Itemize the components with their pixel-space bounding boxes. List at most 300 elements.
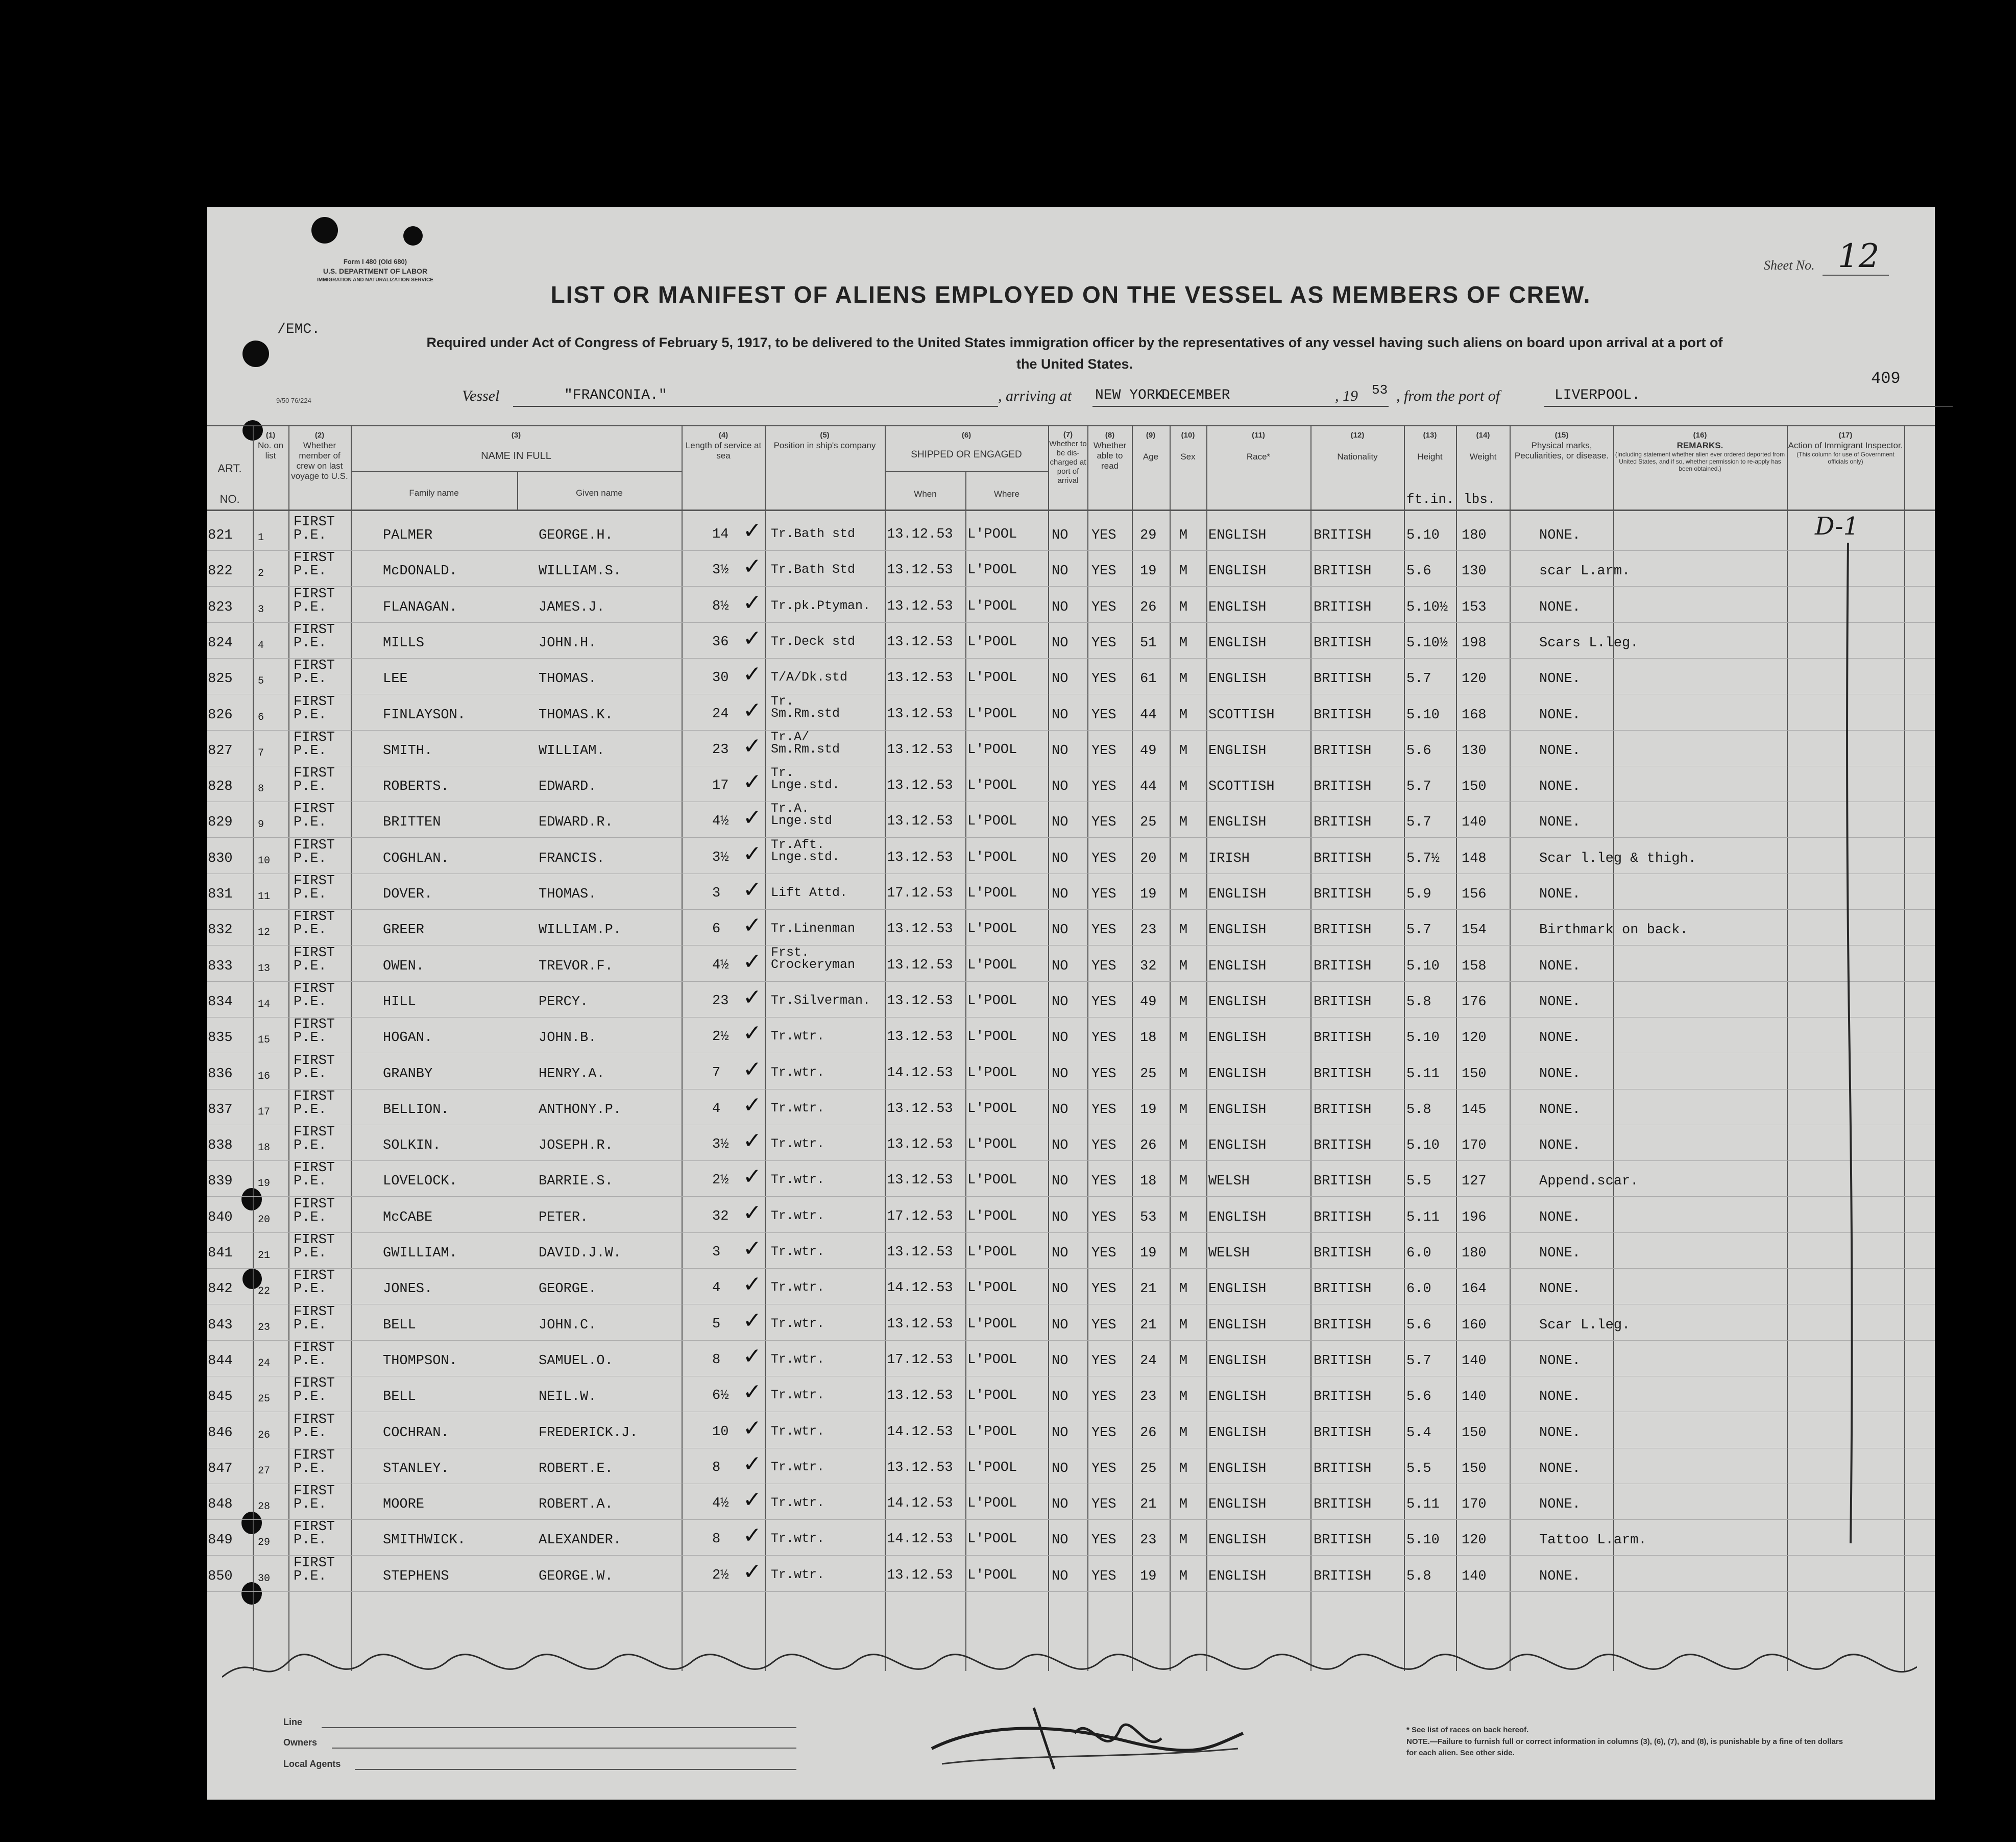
check-mark-icon: ✓: [743, 1450, 762, 1477]
cell-height: 5.10: [1406, 528, 1440, 543]
cell-disch: NO: [1052, 1281, 1068, 1297]
cell-nat: BRITISH: [1314, 1209, 1372, 1225]
cell-dept: P.E.: [294, 923, 327, 938]
cell-no: 4: [258, 639, 264, 651]
cell-age: 44: [1140, 707, 1157, 723]
cell-given: ROBERT.A.: [539, 1497, 613, 1513]
cell-family: BELLION.: [383, 1102, 449, 1118]
cell-art: 828: [208, 779, 233, 795]
cell-where: L'POOL: [967, 527, 1017, 542]
cell-given: PERCY.: [539, 994, 589, 1010]
cell-position-line1: Tr.: [771, 765, 794, 781]
cell-given: NEIL.W.: [539, 1389, 597, 1405]
cell-when: 17.12.53: [887, 1208, 953, 1224]
cell-family: BELL: [383, 1317, 416, 1333]
cell-given: SAMUEL.O.: [539, 1353, 613, 1369]
cell-disch: NO: [1052, 994, 1068, 1010]
cell-when: 13.12.53: [887, 1029, 953, 1045]
cell-where: L'POOL: [967, 993, 1017, 1009]
cell-nat: BRITISH: [1314, 564, 1372, 579]
cell-no: 7: [258, 747, 264, 759]
cell-no: 8: [258, 783, 264, 795]
table-row: [207, 1017, 1935, 1053]
cell-family: GRANBY: [383, 1066, 433, 1082]
cell-family: COCHRAN.: [383, 1425, 449, 1441]
form-number: Form I 480 (Old 680): [343, 258, 407, 265]
check-mark-icon: ✓: [743, 661, 762, 688]
cell-prev: FIRST: [294, 874, 335, 889]
cell-art: 837: [208, 1102, 233, 1118]
cell-when: 13.12.53: [887, 1137, 953, 1153]
cell-sex: M: [1179, 1102, 1188, 1118]
cell-no: 11: [258, 891, 271, 903]
cell-age: 20: [1140, 851, 1157, 866]
cell-when: 13.12.53: [887, 814, 953, 830]
cell-read: YES: [1091, 1425, 1116, 1441]
cell-race: ENGLISH: [1208, 1209, 1267, 1225]
cell-disch: NO: [1052, 1066, 1068, 1082]
cell-read: YES: [1091, 564, 1116, 579]
cell-sex: M: [1179, 1066, 1188, 1082]
cell-prev: FIRST: [294, 1017, 335, 1033]
cell-disch: NO: [1052, 779, 1068, 795]
header-col14: (14) Weight: [1469, 431, 1497, 462]
cell-disch: NO: [1052, 1174, 1068, 1190]
cell-position-line2: Tr.wtr.: [771, 1064, 825, 1080]
cell-where: L'POOL: [967, 634, 1017, 650]
cell-read: YES: [1091, 743, 1116, 759]
cell-prev: FIRST: [294, 1447, 335, 1463]
cell-when: 14.12.53: [887, 1496, 953, 1512]
cell-position-line2: Tr.wtr.: [771, 1136, 825, 1152]
cell-nat: BRITISH: [1314, 599, 1372, 615]
cell-where: L'POOL: [967, 1424, 1017, 1440]
table-row: [207, 1340, 1935, 1376]
check-mark-icon: ✓: [743, 1020, 762, 1047]
cell-where: L'POOL: [967, 742, 1017, 758]
cell-nat: BRITISH: [1314, 1317, 1372, 1333]
cell-weight: 180: [1462, 1246, 1487, 1261]
cell-prev: FIRST: [294, 658, 335, 674]
cell-nat: BRITISH: [1314, 1389, 1372, 1405]
cell-given: TREVOR.F.: [539, 958, 613, 974]
cell-height: 5.11: [1406, 1209, 1440, 1225]
cell-read: YES: [1091, 1246, 1116, 1261]
cell-weight: 170: [1462, 1138, 1487, 1154]
cell-age: 32: [1140, 958, 1157, 974]
cell-position-line1: Frst.: [771, 944, 810, 960]
cell-height: 5.8: [1406, 994, 1431, 1010]
check-mark-icon: ✓: [743, 1379, 762, 1405]
table-row: [207, 1556, 1935, 1592]
cell-dept: P.E.: [294, 1066, 327, 1082]
cell-art: 825: [208, 671, 233, 687]
cell-disch: NO: [1052, 1138, 1068, 1154]
header-col5: (5) Position in ship's company: [773, 431, 876, 450]
agents-label: Local Agents: [283, 1759, 341, 1769]
check-mark-icon: ✓: [743, 518, 762, 544]
cell-no: 20: [258, 1214, 271, 1226]
table-row: [207, 1304, 1935, 1341]
cell-dept: P.E.: [294, 1209, 327, 1225]
cell-age: 21: [1140, 1281, 1157, 1297]
cell-disch: NO: [1052, 1353, 1068, 1369]
cell-dept: P.E.: [294, 635, 327, 651]
cell-service: 3: [712, 886, 721, 901]
cell-dept: P.E.: [294, 1246, 327, 1261]
cell-race: SCOTTISH: [1208, 707, 1275, 723]
cell-nat: BRITISH: [1314, 1281, 1372, 1297]
cell-nat: BRITISH: [1314, 1066, 1372, 1082]
cell-dept: P.E.: [294, 671, 327, 687]
table-row: [207, 1160, 1935, 1197]
cell-when: 13.12.53: [887, 563, 953, 578]
check-mark-icon: ✓: [743, 1522, 762, 1549]
cell-read: YES: [1091, 707, 1116, 723]
cell-art: 836: [208, 1066, 233, 1082]
header-col17: (17) Action of Immigrant Inspector. (This column for use of Government officials only): [1788, 431, 1903, 465]
cell-dept: P.E.: [294, 1568, 327, 1584]
owners-label: Owners: [283, 1737, 318, 1748]
cell-position-line2: Tr.Deck std: [771, 634, 856, 649]
cell-art: 832: [208, 923, 233, 938]
cell-weight: 130: [1462, 564, 1487, 579]
weight-unit: lbs.: [1464, 492, 1496, 507]
race-note: * See list of races on back hereof.: [1406, 1726, 1529, 1734]
cell-disch: NO: [1052, 1030, 1068, 1046]
cell-weight: 120: [1462, 1533, 1487, 1548]
cell-art: 845: [208, 1389, 233, 1405]
check-mark-icon: ✓: [743, 805, 762, 831]
table-row: [207, 694, 1935, 731]
cell-weight: 176: [1462, 994, 1487, 1010]
header-col3: (3) NAME IN FULL: [481, 431, 551, 462]
cell-age: 25: [1140, 1066, 1157, 1082]
cell-height: 5.7: [1406, 923, 1431, 938]
table-row: [207, 587, 1935, 623]
cell-sex: M: [1179, 1209, 1188, 1225]
check-mark-icon: ✓: [743, 1128, 762, 1154]
cell-service: 32: [712, 1208, 729, 1224]
cell-prev: FIRST: [294, 730, 335, 745]
cell-marks: NONE.: [1539, 1281, 1581, 1297]
cell-height: 5.5: [1406, 1174, 1431, 1190]
check-mark-icon: ✓: [743, 840, 762, 867]
cell-disch: NO: [1052, 635, 1068, 651]
cell-family: THOMPSON.: [383, 1353, 457, 1369]
cell-sex: M: [1179, 599, 1188, 615]
cell-family: ROBERTS.: [383, 779, 449, 795]
cell-age: 21: [1140, 1317, 1157, 1333]
cell-prev: FIRST: [294, 1160, 335, 1176]
cell-prev: FIRST: [294, 1304, 335, 1320]
cell-given: THOMAS.: [539, 887, 597, 902]
penalty-note: NOTE.—Failure to furnish full or correct information in columns (3), (6), (7), and (8), is punishable by a fine of ten dollars for each alien. See other side.: [1406, 1737, 1843, 1757]
cell-read: YES: [1091, 671, 1116, 687]
header-col16: (16) REMARKS. (Including statement whether alien ever ordered deported from United States, and if so, whether permission to re-apply has been obtained.): [1615, 431, 1785, 472]
cell-position-line1: Tr.A.: [771, 801, 810, 816]
cell-art: 823: [208, 599, 233, 615]
cell-when: 13.12.53: [887, 706, 953, 722]
cell-weight: 160: [1462, 1317, 1487, 1333]
cell-where: L'POOL: [967, 850, 1017, 865]
cell-prev: FIRST: [294, 1340, 335, 1355]
cell-nat: BRITISH: [1314, 1353, 1372, 1369]
cell-race: WELSH: [1208, 1174, 1250, 1190]
cell-height: 5.8: [1406, 1568, 1431, 1584]
cell-service: 3½: [712, 1137, 729, 1153]
cell-race: ENGLISH: [1208, 1461, 1267, 1476]
cell-disch: NO: [1052, 528, 1068, 543]
cell-sex: M: [1179, 1497, 1188, 1513]
cell-age: 26: [1140, 1425, 1157, 1441]
cell-marks: NONE.: [1539, 528, 1581, 543]
cell-height: 5.10½: [1406, 635, 1448, 651]
cell-weight: 120: [1462, 1030, 1487, 1046]
cell-family: SMITH.: [383, 743, 433, 759]
cell-family: MOORE: [383, 1497, 425, 1513]
cell-no: 15: [258, 1034, 271, 1047]
cell-when: 13.12.53: [887, 1388, 953, 1404]
cell-height: 5.9: [1406, 887, 1431, 902]
cell-family: MILLS: [383, 635, 425, 651]
cell-given: EDWARD.: [539, 779, 597, 795]
cell-given: ROBERT.E.: [539, 1461, 613, 1476]
cell-height: 5.7: [1406, 1353, 1431, 1369]
table-top-border: [207, 425, 1935, 426]
cell-nat: BRITISH: [1314, 671, 1372, 687]
cell-prev: FIRST: [294, 694, 335, 710]
cell-when: 17.12.53: [887, 1352, 953, 1368]
cell-no: 10: [258, 855, 271, 867]
cell-when: 13.12.53: [887, 598, 953, 614]
cell-height: 5.6: [1406, 564, 1431, 579]
cell-where: L'POOL: [967, 1352, 1017, 1368]
table-row: [207, 550, 1935, 587]
cell-where: L'POOL: [967, 1029, 1017, 1045]
cell-nat: BRITISH: [1314, 994, 1372, 1010]
cell-sex: M: [1179, 1425, 1188, 1441]
cell-race: ENGLISH: [1208, 1353, 1267, 1369]
cell-sex: M: [1179, 779, 1188, 795]
cell-art: 834: [208, 994, 233, 1010]
cell-service: 4½: [712, 957, 729, 973]
cell-read: YES: [1091, 1102, 1116, 1118]
cell-family: FINLAYSON.: [383, 707, 466, 723]
cell-family: HOGAN.: [383, 1030, 433, 1046]
cell-marks: Birthmark on back.: [1539, 923, 1688, 938]
cell-dept: P.E.: [294, 958, 327, 974]
cell-where: L'POOL: [967, 670, 1017, 686]
cell-weight: 150: [1462, 1461, 1487, 1476]
cell-sex: M: [1179, 1246, 1188, 1261]
cell-age: 29: [1140, 528, 1157, 543]
cell-where: L'POOL: [967, 1460, 1017, 1475]
cell-weight: 140: [1462, 1353, 1487, 1369]
table-row: [207, 981, 1935, 1017]
cell-position-line2: Tr.wtr.: [771, 1423, 825, 1439]
table-row: [207, 1232, 1935, 1269]
cell-art: 847: [208, 1461, 233, 1476]
cell-given: JAMES.J.: [539, 599, 605, 615]
check-mark-icon: ✓: [743, 1092, 762, 1118]
cell-nat: BRITISH: [1314, 707, 1372, 723]
cell-family: McCABE: [383, 1209, 433, 1225]
cell-art: 821: [208, 528, 233, 543]
cell-prev: FIRST: [294, 837, 335, 853]
cell-age: 25: [1140, 1461, 1157, 1476]
cell-position-line2: Tr.wtr.: [771, 1100, 825, 1116]
cell-height: 5.10: [1406, 1030, 1440, 1046]
cell-no: 25: [258, 1393, 271, 1405]
cell-disch: NO: [1052, 958, 1068, 974]
cell-where: L'POOL: [967, 598, 1017, 614]
cell-marks: Append.scar.: [1539, 1174, 1639, 1190]
inspector-line: [1825, 543, 1871, 1548]
cell-sex: M: [1179, 923, 1188, 938]
cell-nat: BRITISH: [1314, 887, 1372, 902]
check-mark-icon: ✓: [743, 948, 762, 975]
cell-marks: NONE.: [1539, 1209, 1581, 1225]
cell-position-line2: Lift Attd.: [771, 885, 848, 900]
cell-given: GEORGE.H.: [539, 528, 613, 543]
cell-position-line2: Tr.wtr.: [771, 1459, 825, 1474]
cell-marks: NONE.: [1539, 1030, 1581, 1046]
cell-age: 25: [1140, 815, 1157, 831]
cell-position-line2: Lnge.std: [771, 813, 833, 829]
cell-marks: NONE.: [1539, 1389, 1581, 1405]
cell-read: YES: [1091, 1209, 1116, 1225]
cell-when: 13.12.53: [887, 778, 953, 794]
table-row: [207, 766, 1935, 802]
cell-marks: Scar l.leg & thigh.: [1539, 851, 1696, 866]
cell-position-line2: Sm.Rm.std: [771, 706, 840, 721]
cell-marks: NONE.: [1539, 1461, 1581, 1476]
check-mark-icon: ✓: [743, 1164, 762, 1190]
cell-weight: 130: [1462, 743, 1487, 759]
cell-no: 30: [258, 1572, 271, 1585]
cell-family: STANLEY.: [383, 1461, 449, 1476]
cell-art: 835: [208, 1030, 233, 1046]
cell-disch: NO: [1052, 743, 1068, 759]
cell-position-line1: Tr.A/: [771, 729, 810, 744]
cell-position-line2: Lnge.std.: [771, 778, 840, 793]
cell-no: 28: [258, 1501, 271, 1513]
table-row: [207, 1125, 1935, 1161]
year-prefix: , 19: [1335, 387, 1358, 404]
cell-art: 826: [208, 707, 233, 723]
header-col9: (9) Age: [1143, 431, 1159, 462]
cell-art: 849: [208, 1533, 233, 1548]
cell-marks: NONE.: [1539, 815, 1581, 831]
cell-dept: P.E.: [294, 851, 327, 866]
cell-race: ENGLISH: [1208, 743, 1267, 759]
inspector-annotation: D-1: [1815, 512, 1859, 541]
cell-age: 61: [1140, 671, 1157, 687]
cell-height: 5.10: [1406, 1138, 1440, 1154]
cell-race: SCOTTISH: [1208, 779, 1275, 795]
cell-weight: 196: [1462, 1209, 1487, 1225]
cell-disch: NO: [1052, 707, 1068, 723]
cell-service: 4: [712, 1101, 721, 1117]
cell-position-line2: Sm.Rm.std: [771, 741, 840, 757]
table-header-border: [207, 510, 1935, 511]
cell-where: L'POOL: [967, 1245, 1017, 1260]
cell-marks: NONE.: [1539, 707, 1581, 723]
table-row: [207, 1448, 1935, 1484]
cell-when: 13.12.53: [887, 1460, 953, 1475]
header-family-name: Family name: [409, 488, 459, 498]
cell-age: 26: [1140, 1138, 1157, 1154]
cell-family: BELL: [383, 1389, 416, 1405]
cell-race: ENGLISH: [1208, 1425, 1267, 1441]
cell-sex: M: [1179, 815, 1188, 831]
cell-no: 23: [258, 1321, 271, 1334]
cell-weight: 127: [1462, 1174, 1487, 1190]
cell-sex: M: [1179, 1389, 1188, 1405]
manifest-sheet: [207, 207, 1935, 1800]
cell-age: 53: [1140, 1209, 1157, 1225]
cell-marks: NONE.: [1539, 1246, 1581, 1261]
cell-weight: 198: [1462, 635, 1487, 651]
cell-nat: BRITISH: [1314, 1425, 1372, 1441]
cell-disch: NO: [1052, 1102, 1068, 1118]
cell-dept: P.E.: [294, 528, 327, 543]
table-row: [207, 802, 1935, 838]
cell-no: 17: [258, 1106, 271, 1118]
cell-weight: 140: [1462, 1568, 1487, 1584]
cell-read: YES: [1091, 1497, 1116, 1513]
cell-age: 24: [1140, 1353, 1157, 1369]
cell-position-line2: Tr.wtr.: [771, 1244, 825, 1259]
cell-age: 19: [1140, 1568, 1157, 1584]
cell-read: YES: [1091, 1317, 1116, 1333]
cell-when: 14.12.53: [887, 1065, 953, 1081]
cell-service: 24: [712, 706, 729, 722]
cell-service: 2½: [712, 1173, 729, 1189]
table-row: [207, 1376, 1935, 1412]
check-mark-icon: ✓: [743, 1307, 762, 1334]
cell-art: 827: [208, 743, 233, 759]
cell-prev: FIRST: [294, 1555, 335, 1571]
cell-height: 5.7: [1406, 779, 1431, 795]
cell-height: 5.5: [1406, 1461, 1431, 1476]
arrival-month: DECEMBER: [1161, 387, 1230, 403]
cell-height: 5.10: [1406, 707, 1440, 723]
cell-nat: BRITISH: [1314, 1533, 1372, 1548]
cell-given: PETER.: [539, 1209, 589, 1225]
cell-dept: P.E.: [294, 1533, 327, 1548]
cell-sex: M: [1179, 707, 1188, 723]
cell-race: ENGLISH: [1208, 1030, 1267, 1046]
table-row: [207, 1197, 1935, 1233]
cell-nat: BRITISH: [1314, 851, 1372, 866]
cell-position-line2: T/A/Dk.std: [771, 670, 848, 685]
check-mark-icon: ✓: [743, 769, 762, 795]
cell-height: 5.10: [1406, 1533, 1440, 1548]
cell-marks: NONE.: [1539, 1102, 1581, 1118]
cell-dept: P.E.: [294, 1281, 327, 1297]
cell-marks: NONE.: [1539, 1425, 1581, 1441]
cell-age: 23: [1140, 1389, 1157, 1405]
arriving-port: NEW YORK.: [1095, 387, 1173, 403]
cell-family: DOVER.: [383, 887, 433, 902]
cell-art: 841: [208, 1246, 233, 1261]
cell-sex: M: [1179, 1030, 1188, 1046]
cell-weight: 150: [1462, 1066, 1487, 1082]
cell-position-line2: Tr.wtr.: [771, 1172, 825, 1187]
cell-age: 18: [1140, 1174, 1157, 1190]
